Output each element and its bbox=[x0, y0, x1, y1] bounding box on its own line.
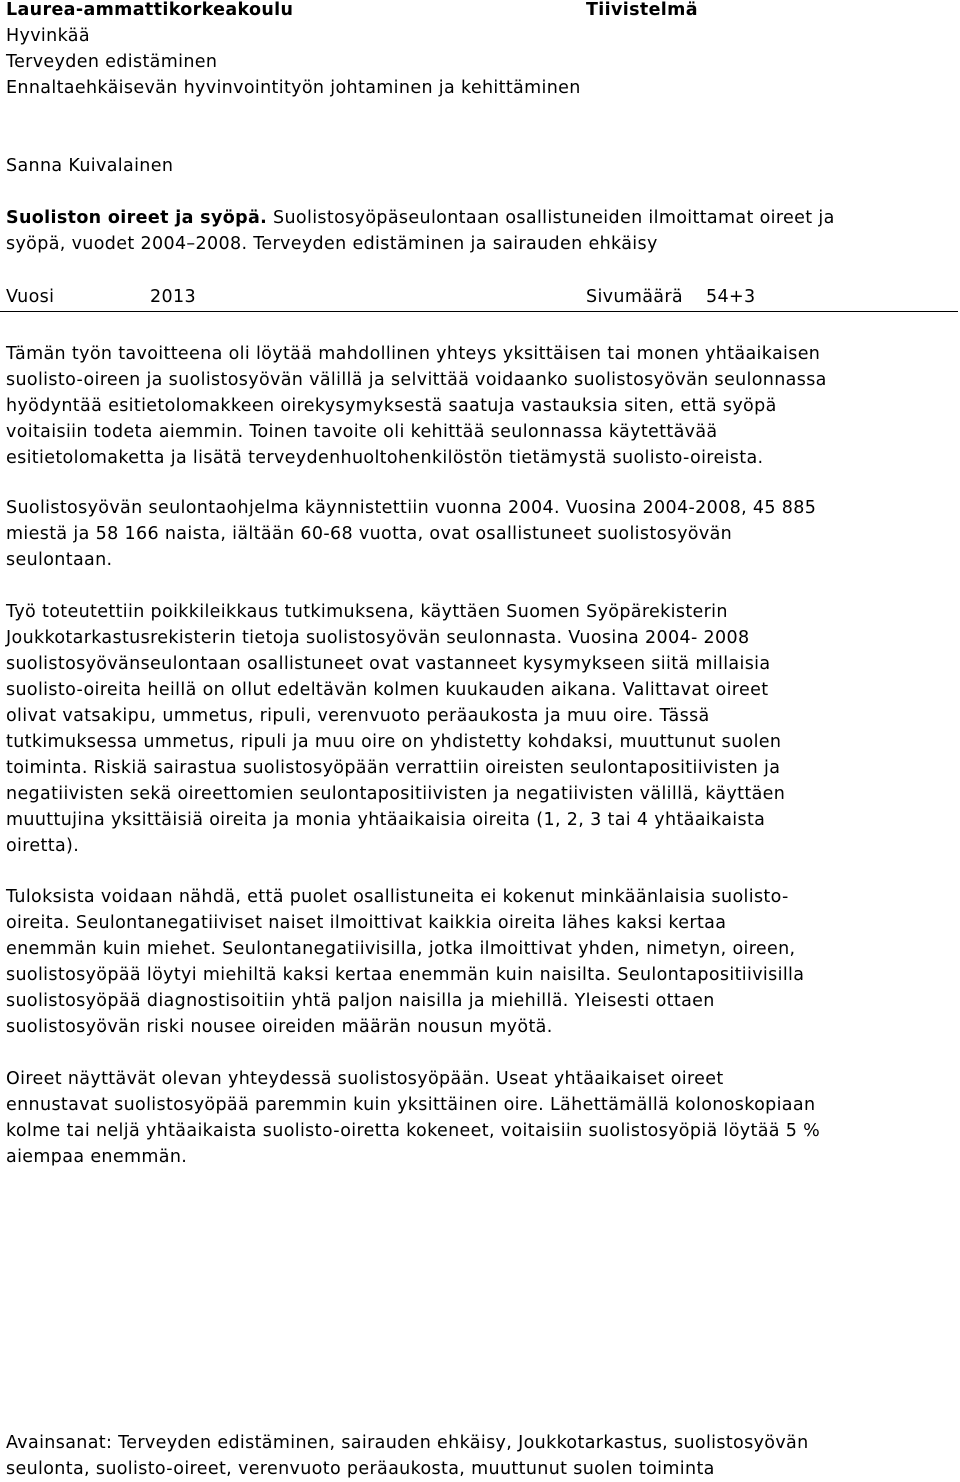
text-line: voitaisiin todeta aiemmin. Toinen tavoite oli kehittää seulonnassa käytettävää bbox=[6, 422, 718, 442]
abstract-paragraph-4 bbox=[6, 884, 956, 1040]
text-line: esitietolomaketta ja lisätä terveydenhuoltohenkilöstön tietämystä suolisto-oireista. bbox=[6, 448, 764, 468]
thesis-title bbox=[6, 205, 956, 257]
year-label: Vuosi bbox=[6, 287, 55, 307]
abstract-paragraph-5 bbox=[6, 1066, 956, 1170]
keywords bbox=[6, 1430, 956, 1482]
author: Sanna Kuivalainen bbox=[6, 156, 174, 176]
pages-label: Sivumäärä bbox=[586, 287, 683, 307]
pages-value: 54+3 bbox=[706, 287, 756, 307]
degree: Terveyden edistäminen bbox=[6, 52, 218, 72]
text-line: Suolistosyövän seulontaohjelma käynnistettiin vuonna 2004. Vuosina 2004-2008, 45 885 bbox=[6, 498, 817, 518]
text-line: Tuloksista voidaan nähdä, että puolet osallistuneita ei kokenut minkäänlaisia suolisto- bbox=[6, 887, 789, 907]
text-line: hyödyntää esitietolomakkeen oirekysymyksestä saatuja vastauksia siten, että syöpä bbox=[6, 396, 777, 416]
year-value: 2013 bbox=[150, 287, 196, 307]
institution: Laurea-ammattikorkeakoulu bbox=[6, 0, 294, 20]
abstract-paragraph-1 bbox=[6, 341, 956, 471]
abstract-paragraph-2 bbox=[6, 495, 956, 573]
text-line: suolistosyövän riski nousee oireiden määrän nousun myötä. bbox=[6, 1017, 553, 1037]
text-line: oiretta). bbox=[6, 836, 80, 856]
text-line: suolistosyöpää diagnostisoitiin yhtä paljon naisilla ja miehillä. Yleisesti ottaen bbox=[6, 991, 715, 1011]
text-line: kolme tai neljä yhtäaikaista suolisto-oiretta kokeneet, voitaisiin suolistosyöpiä löytää 5 % bbox=[6, 1121, 821, 1141]
text-line: tutkimuksessa ummetus, ripuli ja muu oire on yhdistetty kohdaksi, muuttunut suolen bbox=[6, 732, 782, 752]
programme: Ennaltaehkäisevän hyvinvointityön johtaminen ja kehittäminen bbox=[6, 78, 581, 98]
text-line: aiempaa enemmän. bbox=[6, 1147, 188, 1167]
title-rest: Suolistosyöpäseulontaan osallistuneiden ilmoittamat oireet ja bbox=[267, 208, 835, 228]
title-line-2: syöpä, vuodet 2004–2008. Terveyden edistäminen ja sairauden ehkäisy bbox=[6, 234, 658, 254]
text-line: Oireet näyttävät olevan yhteydessä suolistosyöpään. Useat yhtäaikaiset oireet bbox=[6, 1069, 724, 1089]
text-line: Joukkotarkastusrekisterin tietoja suolistosyövän seulonnasta. Vuosina 2004- 2008 bbox=[6, 628, 750, 648]
text-line: seulonta, suolisto-oireet, verenvuoto peräaukosta, muuttunut suolen toiminta bbox=[6, 1459, 715, 1479]
text-line: muuttujina yksittäisiä oireita ja monia yhtäaikaisia oireita (1, 2, 3 tai 4 yhtäaikaista bbox=[6, 810, 766, 830]
text-line: suolistosyöpää löytyi miehiltä kaksi kertaa enemmän kuin naisilta. Seulontapositiivisilla bbox=[6, 965, 805, 985]
text-line: ennustavat suolistosyöpää paremmin kuin yksittäinen oire. Lähettämällä kolonoskopiaan bbox=[6, 1095, 816, 1115]
document-type: Tiivistelmä bbox=[586, 0, 698, 20]
text-line: olivat vatsakipu, ummetus, ripuli, verenvuoto peräaukosta ja muu oire. Tässä bbox=[6, 706, 710, 726]
meta-divider bbox=[0, 311, 958, 312]
text-line: toiminta. Riskiä sairastua suolistosyöpään verrattiin oireisten seulontapositiivisten ja bbox=[6, 758, 781, 778]
text-line: enemmän kuin miehet. Seulontanegatiivisilla, jotka ilmoittivat yhden, nimetyn, oireen, bbox=[6, 939, 796, 959]
text-line: suolisto-oireita heillä on ollut edeltävän kolmen kuukauden aikana. Valittavat oireet bbox=[6, 680, 769, 700]
text-line: suolistosyövänseulontaan osallistuneet ovat vastanneet kysymykseen siitä millaisia bbox=[6, 654, 771, 674]
text-line: seulontaan. bbox=[6, 550, 113, 570]
title-bold: Suoliston oireet ja syöpä. bbox=[6, 208, 268, 228]
abstract-paragraph-3 bbox=[6, 599, 956, 859]
text-line: negatiivisten sekä oireettomien seulontapositiivisten ja negatiivisten välillä, käyttäen bbox=[6, 784, 786, 804]
text-line: suolisto-oireen ja suolistosyövän välillä ja selvittää voidaanko suolistosyövän seulonnassa bbox=[6, 370, 827, 390]
text-line: Tämän työn tavoitteena oli löytää mahdollinen yhteys yksittäisen tai monen yhtäaikaisen bbox=[6, 344, 821, 364]
text-line: oireita. Seulontanegatiiviset naiset ilmoittivat kaikkia oireita lähes kaksi kertaa bbox=[6, 913, 727, 933]
text-line: Avainsanat: Terveyden edistäminen, sairauden ehkäisy, Joukkotarkastus, suolistosyövän bbox=[6, 1433, 809, 1453]
campus: Hyvinkää bbox=[6, 26, 90, 46]
text-line: miestä ja 58 166 naista, iältään 60-68 vuotta, ovat osallistuneet suolistosyövän bbox=[6, 524, 733, 544]
text-line: Työ toteutettiin poikkileikkaus tutkimuksena, käyttäen Suomen Syöpärekisterin bbox=[6, 602, 728, 622]
